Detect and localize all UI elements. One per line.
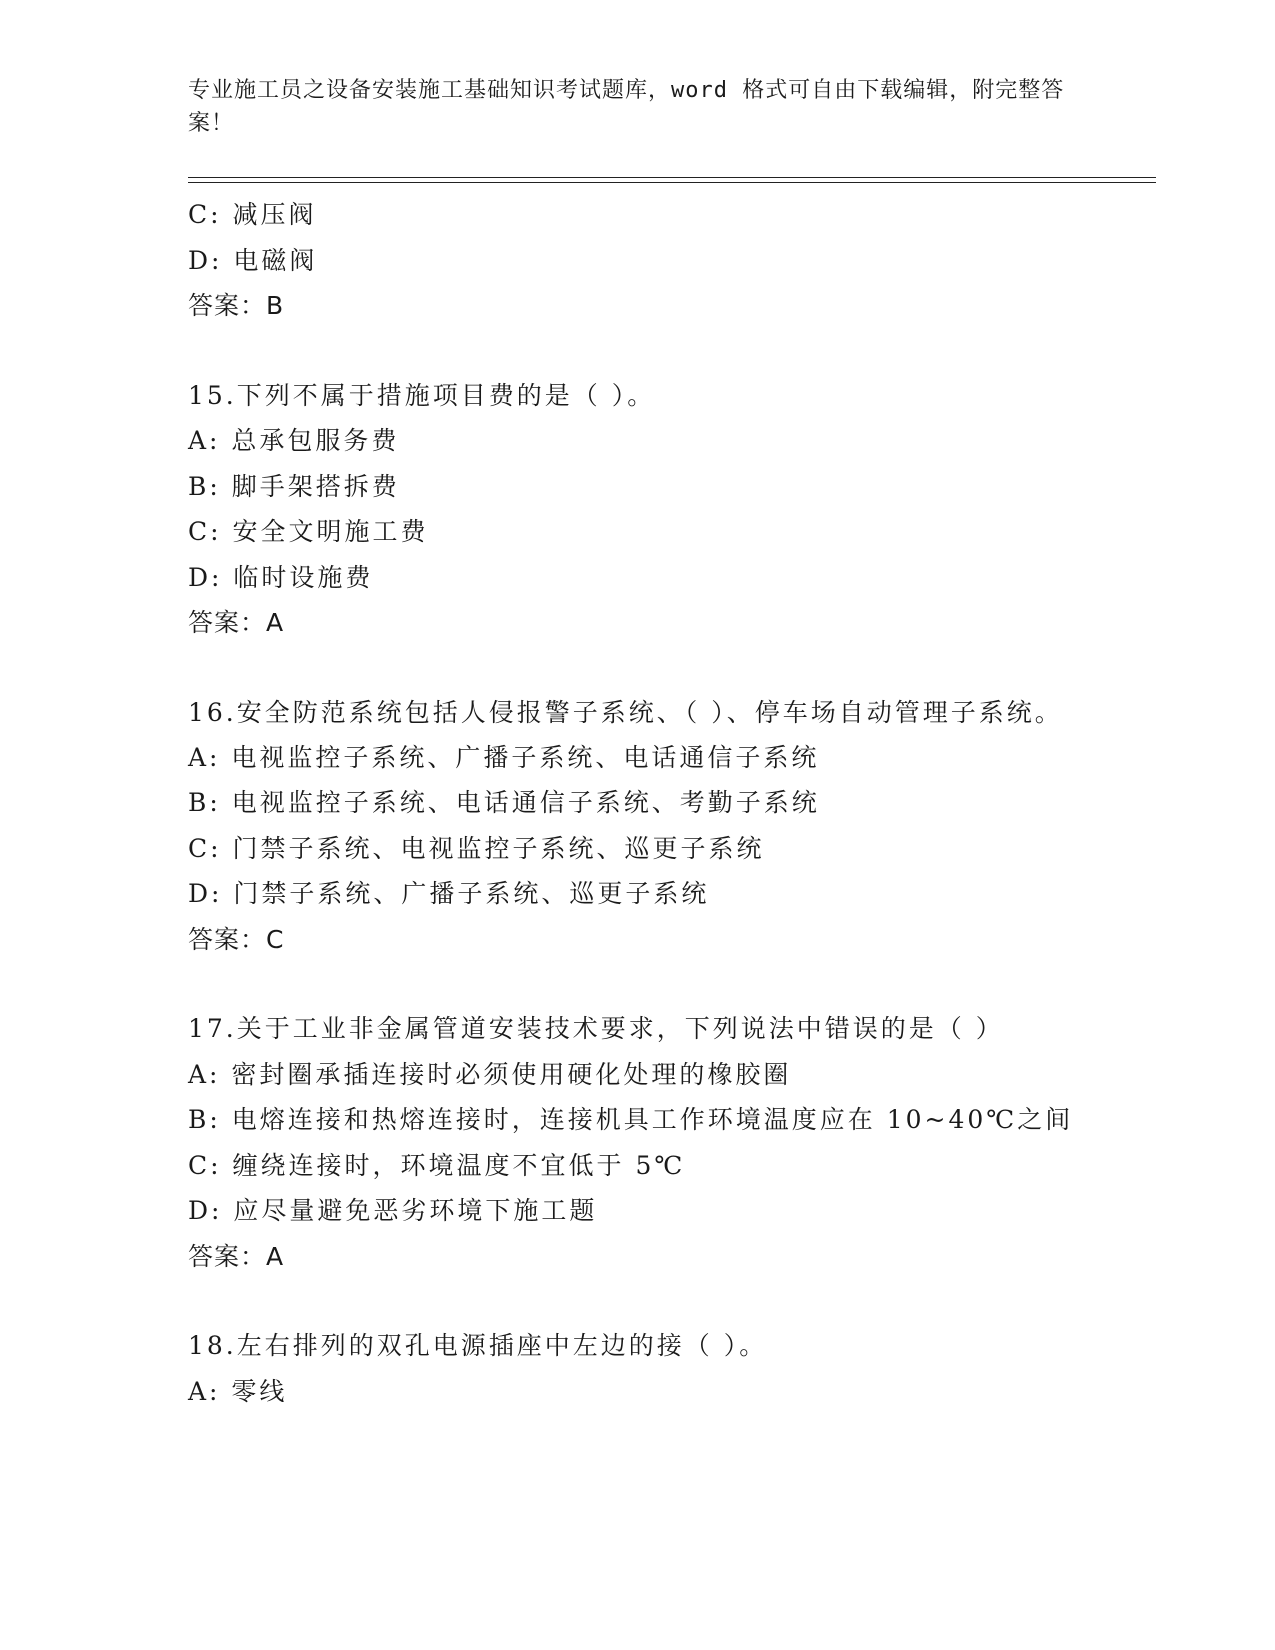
option-b: B: 脚手架搭拆费 (188, 471, 400, 501)
question-block-15 (188, 373, 1088, 646)
option-c: C: 缠绕连接时，环境温度不宜低于 5℃ (188, 1150, 686, 1180)
answer: 答案：A (188, 608, 285, 637)
option-c: C: 减压阀 (188, 200, 317, 229)
header-rule-top (188, 177, 1156, 178)
option-d: D: 应尽量避免恶劣环境下施工题 (188, 1196, 598, 1225)
header-rule-bottom (188, 182, 1156, 183)
option-d: D: 电磁阀 (188, 245, 318, 275)
option-d: D: 门禁子系统、广播子系统、巡更子系统 (188, 879, 710, 908)
option-a: A: 电视监控子系统、广播子系统、电话通信子系统 (188, 742, 820, 772)
question-block-17 (188, 1006, 1088, 1279)
answer: 答案：B (188, 291, 285, 320)
answer: 答案：A (188, 1241, 285, 1271)
question-block-18 (188, 1323, 1088, 1414)
question-block-14 (188, 192, 1088, 329)
question-text: 15.下列不属于措施项目费的是（ ）。 (188, 380, 656, 410)
option-a: A: 总承包服务费 (188, 426, 400, 455)
option-c: C: 门禁子系统、电视监控子系统、巡更子系统 (188, 833, 765, 863)
question-text: 18.左右排列的双孔电源插座中左边的接（ ）。 (188, 1331, 768, 1360)
option-b: B: 电视监控子系统、电话通信子系统、考勤子系统 (188, 788, 820, 817)
answer: 答案：C (188, 924, 285, 954)
question-text: 16.安全防范系统包括人侵报警子系统、（ ）、停车场自动管理子系统。 (188, 697, 1063, 727)
option-a: A: 零线 (188, 1376, 288, 1406)
option-d: D: 临时设施费 (188, 562, 374, 592)
question-text: 17.关于工业非金属管道安装技术要求，下列说法中错误的是（ ） (188, 1014, 1004, 1043)
option-a: A: 密封圈承插连接时必须使用硬化处理的橡胶圈 (188, 1059, 792, 1089)
question-block-16 (188, 690, 1088, 963)
document-header: 专业施工员之设备安装施工基础知识考试题库，word 格式可自由下载编辑，附完整答案！ (188, 78, 1065, 136)
question-list (188, 192, 1088, 1414)
option-c: C: 安全文明施工费 (188, 517, 429, 546)
option-b: B: 电熔连接和热熔连接时，连接机具工作环境温度应在 10~40℃之间 (188, 1105, 1074, 1134)
